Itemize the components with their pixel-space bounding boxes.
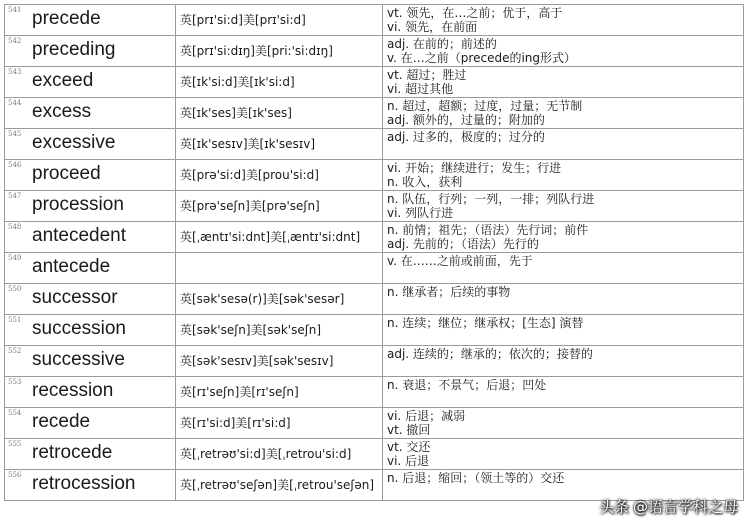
definition-line: adj. 连续的；继承的；依次的；接替的 [387, 347, 593, 361]
phonetic-text: 英[ɪk'si:d]美[ɪk'si:d] [180, 75, 295, 89]
definition-line: vi. 开始；继续进行；发生；行进 [387, 161, 562, 175]
definition-cell [383, 346, 744, 377]
table-row [5, 315, 744, 346]
phonetic-text: 英[ˌretrəʊ'si:d]美[ˌretrou'si:d] [180, 447, 352, 461]
table-row [5, 5, 744, 36]
vocabulary-word: retrocession [32, 473, 136, 494]
vocabulary-word: recede [32, 411, 91, 432]
table-row [5, 439, 744, 470]
watermark-account: @语言学科之母 [632, 498, 738, 516]
word-cell [5, 470, 176, 501]
vocabulary-word: proceed [32, 163, 101, 184]
vocabulary-word: excess [32, 101, 92, 122]
phonetic-text: 英[ˌæntɪ'si:dnt]美[ˌæntɪ'si:dnt] [180, 230, 361, 244]
definition-line: n. 前情；祖先；（语法）先行词；前件 [387, 223, 589, 237]
phonetic-text: 英[rɪ'seʃn]美[rɪ'seʃn] [180, 385, 299, 399]
watermark [599, 496, 738, 517]
vocabulary-word: succession [32, 318, 126, 339]
watermark-source: 头条 [598, 498, 629, 516]
table-row [5, 67, 744, 98]
definition-line: adj. 额外的，过量的；附加的 [387, 113, 545, 127]
phonetic-cell [176, 36, 383, 67]
row-number: 548 [8, 223, 22, 231]
phonetic-cell [176, 408, 383, 439]
row-number: 547 [8, 192, 22, 200]
table-row [5, 377, 744, 408]
vocabulary-table-body [5, 5, 744, 501]
definition-line: vt. 撤回 [387, 423, 431, 437]
definition-line: vt. 超过；胜过 [387, 68, 467, 82]
word-cell [5, 377, 176, 408]
definition-cell [383, 408, 744, 439]
phonetic-text: 英[prɪ'si:d]美[prɪ'si:d] [180, 13, 306, 27]
definition-line: vt. 交还 [387, 440, 431, 454]
row-number: 543 [8, 68, 22, 76]
definition-line: n. 收入，获利 [387, 175, 463, 189]
phonetic-text [176, 253, 382, 259]
table-row [5, 284, 744, 315]
row-number: 551 [8, 316, 22, 324]
word-cell [5, 346, 176, 377]
phonetic-text: 英[ɪk'sesɪv]美[ɪk'sesɪv] [180, 137, 316, 151]
definition-cell [383, 377, 744, 408]
table-row [5, 98, 744, 129]
vocabulary-word: retrocede [32, 442, 113, 463]
phonetic-cell [176, 191, 383, 222]
definition-line: v. 在…之前（precede的ing形式） [387, 51, 577, 65]
definition-line: vi. 列队行进 [387, 206, 454, 220]
word-cell [5, 439, 176, 470]
row-number: 549 [8, 254, 22, 262]
phonetic-text: 英[sək'seʃn]美[sək'seʃn] [180, 323, 322, 337]
table-row [5, 222, 744, 253]
definition-line: vt. 领先，在…之前；优于，高于 [387, 6, 563, 20]
definition-cell [383, 5, 744, 36]
definition-line: vi. 后退 [387, 454, 430, 468]
row-number: 546 [8, 161, 22, 169]
phonetic-text: 英[sək'sesə(r)]美[sək'sesər] [180, 292, 345, 306]
row-number: 554 [8, 409, 22, 417]
row-number: 553 [8, 378, 22, 386]
definition-cell [383, 36, 744, 67]
phonetic-text: 英[sək'sesɪv]美[sək'sesɪv] [180, 354, 334, 368]
phonetic-cell [176, 346, 383, 377]
phonetic-cell [176, 315, 383, 346]
word-cell [5, 129, 176, 160]
definition-line: n. 衰退；不景气；后退；凹处 [387, 378, 547, 392]
phonetic-cell [176, 160, 383, 191]
word-cell [5, 408, 176, 439]
phonetic-cell [176, 129, 383, 160]
vocabulary-word: procession [32, 194, 124, 215]
word-cell [5, 253, 176, 284]
word-cell [5, 315, 176, 346]
vocabulary-table [4, 4, 744, 501]
word-cell [5, 67, 176, 98]
table-row [5, 191, 744, 222]
row-number: 555 [8, 440, 22, 448]
phonetic-text: 英[ɪk'ses]美[ɪk'ses] [180, 106, 292, 120]
vocabulary-word: successive [32, 349, 125, 370]
word-cell [5, 36, 176, 67]
vocabulary-word: preceding [32, 39, 116, 60]
definition-cell [383, 67, 744, 98]
definition-line: vi. 领先，在前面 [387, 20, 478, 34]
word-cell [5, 5, 176, 36]
vocabulary-word: successor [32, 287, 118, 308]
vocabulary-word: excessive [32, 132, 116, 153]
vocabulary-word: exceed [32, 70, 94, 91]
definition-cell [383, 191, 744, 222]
definition-cell [383, 439, 744, 470]
vocabulary-word: recession [32, 380, 114, 401]
phonetic-cell [176, 222, 383, 253]
definition-line: n. 超过，超额；过度，过量；无节制 [387, 99, 583, 113]
definition-line: n. 后退；缩回；（领土等的）交还 [387, 471, 565, 485]
row-number: 552 [8, 347, 22, 355]
phonetic-text: 英[rɪ'si:d]美[rɪ'si:d] [180, 416, 291, 430]
definition-line: adj. 先前的；（语法）先行的 [387, 237, 539, 251]
definition-line: vi. 超过其他 [387, 82, 454, 96]
phonetic-text: 英[prɪ'si:dɪŋ]美[pri:'si:dɪŋ] [180, 44, 333, 58]
table-row [5, 346, 744, 377]
word-cell [5, 222, 176, 253]
phonetic-text: 英[prə'seʃn]美[prə'seʃn] [180, 199, 320, 213]
word-cell [5, 284, 176, 315]
definition-cell [383, 253, 744, 284]
definition-cell [383, 284, 744, 315]
definition-cell [383, 222, 744, 253]
table-row [5, 129, 744, 160]
definition-line: n. 连续；继位；继承权；[生态] 演替 [387, 316, 584, 330]
vocabulary-word: precede [32, 8, 101, 29]
table-row [5, 160, 744, 191]
definition-cell [383, 98, 744, 129]
row-number: 556 [8, 471, 22, 479]
row-number: 541 [8, 6, 22, 14]
row-number: 550 [8, 285, 22, 293]
phonetic-text: 英[prə'si:d]美[prou'si:d] [180, 168, 319, 182]
phonetic-cell [176, 470, 383, 501]
phonetic-cell [176, 67, 383, 98]
phonetic-cell [176, 253, 383, 284]
phonetic-cell [176, 377, 383, 408]
vocabulary-word: antecede [32, 256, 111, 277]
table-row [5, 253, 744, 284]
phonetic-cell [176, 98, 383, 129]
phonetic-cell [176, 439, 383, 470]
definition-line: vi. 后退；减弱 [387, 409, 466, 423]
definition-line: v. 在……之前或前面，先于 [387, 254, 533, 268]
word-cell [5, 191, 176, 222]
phonetic-cell [176, 284, 383, 315]
definition-line: adj. 过多的，极度的；过分的 [387, 130, 545, 144]
table-row [5, 408, 744, 439]
vocabulary-word: antecedent [32, 225, 127, 246]
word-cell [5, 160, 176, 191]
definition-cell [383, 129, 744, 160]
row-number: 544 [8, 99, 22, 107]
phonetic-cell [176, 5, 383, 36]
table-row [5, 36, 744, 67]
definition-cell [383, 160, 744, 191]
definition-line: n. 队伍，行列；一列，一排；列队行进 [387, 192, 595, 206]
row-number: 542 [8, 37, 22, 45]
word-cell [5, 98, 176, 129]
definition-line: n. 继承者；后续的事物 [387, 285, 511, 299]
definition-line: adj. 在前的；前述的 [387, 37, 497, 51]
row-number: 545 [8, 130, 22, 138]
phonetic-text: 英[ˌretrəʊ'seʃən]美[ˌretrou'seʃən] [180, 478, 375, 492]
definition-cell [383, 315, 744, 346]
